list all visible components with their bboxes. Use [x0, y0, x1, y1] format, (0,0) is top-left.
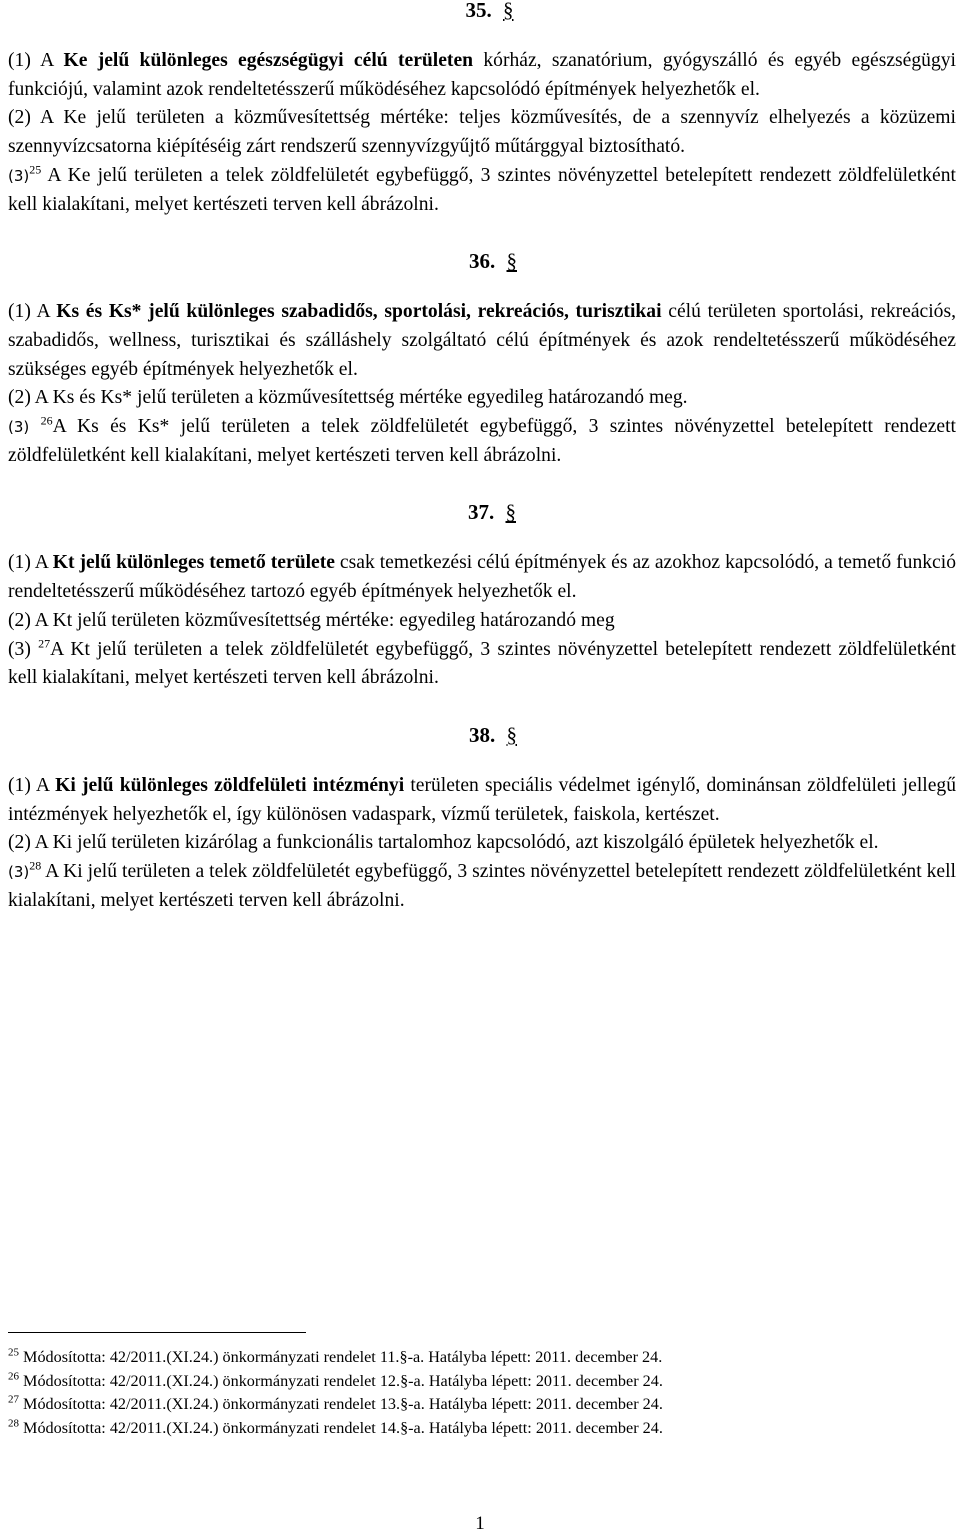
footnote: $^{25}$ Módosította: 42/2011.(XI.24.) önkormányzati rendelet 11.§-a. Hatályba lépett: 2011. december 24.	[8, 1346, 663, 1366]
paragraph-1: (1) A Kt jelű különleges temető területe csak temetkezési célú építmények és az azokhoz kapcsolódó, a temető funkció rendeltetésszerű működéséhez tartozó egyéb építmények helyezhetők el.	[8, 552, 956, 603]
zone-name: Ke jelű különleges egészségügyi célú területen	[63, 50, 474, 71]
footnote: $^{26}$ Módosította: 42/2011.(XI.24.) önkormányzati rendelet 12.§-a. Hatályba lépett: 2011. december 24.	[8, 1370, 663, 1390]
section-symbol: §	[506, 722, 517, 747]
footnote: $^{27}$ Módosította: 42/2011.(XI.24.) önkormányzati rendelet 13.§-a. Hatályba lépett: 2011. december 24.	[8, 1393, 663, 1414]
section-35	[8, 0, 956, 219]
section-heading	[8, 247, 956, 275]
section-symbol: §	[505, 500, 516, 525]
footnote-ref[interactable]: 27	[38, 636, 51, 651]
footnote-mark: 25	[8, 1346, 19, 1359]
section-heading	[8, 498, 956, 526]
section-number: 36.	[469, 249, 496, 274]
zone-name: Kt jelű különleges temető területe	[52, 552, 335, 574]
section-number: 38.	[469, 722, 496, 747]
section-heading	[8, 0, 956, 24]
section-symbol: §	[503, 0, 514, 22]
section-37	[8, 498, 956, 693]
paragraph-2: (2) A Ki jelű területen kizárólag a funkcionális tartalomhoz kapcsolódó, azt kiszolgáló épületek helyezhetők el.	[8, 832, 879, 854]
document-page	[8, 0, 956, 915]
footnotes	[8, 1346, 956, 1440]
paragraph-2: (2) A Ks és Ks* jelű területen a közművesítettség mértéke egyedileg határozandó meg.	[8, 387, 688, 409]
paragraph-3: (3) $^{26}$A Ks és Ks* jelű területen a telek zöldfelületét egybefüggő, 3 szintes növényzettel betelepített rendezett zöldfelületként kell kialakítani, melyet kertészeti terven kell ábrázolni.	[8, 413, 957, 466]
paragraph-3: $(3)^{28}$ A Ki jelű területen a telek zöldfelületét egybefüggő, 3 szintes növényzettel betelepített rendezett zöldfelületként kell kialakítani, melyet kertészeti terven kell ábrázolni.	[8, 858, 956, 911]
section-heading	[8, 721, 956, 749]
footnote-ref[interactable]: 26	[40, 413, 53, 428]
paragraph-3: $(3)^{25}$ A Ke jelű területen a telek zöldfelületét egybefüggő, 3 szintes növényzettel betelepített rendezett zöldfelületként kell kialakítani, melyet kertészeti terven kell ábrázolni.	[8, 162, 956, 215]
paragraph-3: (3) $^{27}$A Kt jelű területen a telek zöldfelületét egybefüggő, 3 szintes növényzettel betelepített rendezett zöldfelületként kell kialakítani, melyet kertészeti terven kell ábrázolni.	[8, 636, 956, 689]
footnote-separator	[8, 1332, 306, 1333]
zone-name: Ks és Ks* jelű különleges szabadidős, sportolási, rekreációs, turisztikai	[56, 301, 662, 323]
paragraph-2: (2) A Kt jelű területen közművesítettség mértéke: egyedileg határozandó meg	[8, 609, 615, 631]
footnote-mark: 28	[8, 1417, 19, 1430]
footnote-mark: 27	[8, 1393, 19, 1406]
section-symbol: §	[506, 249, 517, 274]
page-number: 1	[475, 1513, 485, 1534]
zone-name: Ki jelű különleges zöldfelületi intézményi	[55, 774, 405, 796]
footnote-ref[interactable]: 28	[29, 858, 42, 873]
paragraph-1: (1) A Ke jelű különleges egészségügyi célú területen kórház, szanatórium, gyógyszálló és egyéb egészségügyi funkciójú, valamint azok rendeltetésszerű működéséhez kapcsolódó építmények helyezhetők el.	[8, 50, 956, 100]
section-number: 35.	[465, 0, 492, 22]
section-number: 37.	[468, 500, 495, 525]
paragraph-2: (2) A Ke jelű területen a közművesítettség mértéke: teljes közművesítés, de a szennyvíz elhelyezés a közüzemi szennyvízcsatorna kiépítéséig zárt rendszerű szennyvízgyűjtő műtárggyal biztosítható.	[8, 107, 956, 158]
section-36	[8, 247, 956, 470]
paragraph-1: (1) A Ki jelű különleges zöldfelületi intézményi területen speciális védelmet igénylő, dominánsan zöldfelületi jellegű intézmények helyezhetők el, így különösen vadaspark, vízmű területek, faiskola, kertészet.	[8, 774, 956, 825]
section-38	[8, 721, 956, 916]
paragraph-1: (1) A Ks és Ks* jelű különleges szabadidős, sportolási, rekreációs, turisztikai célú területen sportolási, rekreációs, szabadidős, wellness, turisztikai és szálláshely szolgáltató célú építmények és azok rendeltetésszerű működéséhez szükséges egyéb építmények helyezhetők el.	[8, 301, 956, 380]
footnote-mark: 26	[8, 1370, 19, 1383]
footnote: $^{28}$ Módosította: 42/2011.(XI.24.) önkormányzati rendelet 14.§-a. Hatályba lépett: 2011. december 24.	[8, 1417, 663, 1437]
footnote-ref[interactable]: 25	[29, 162, 42, 177]
